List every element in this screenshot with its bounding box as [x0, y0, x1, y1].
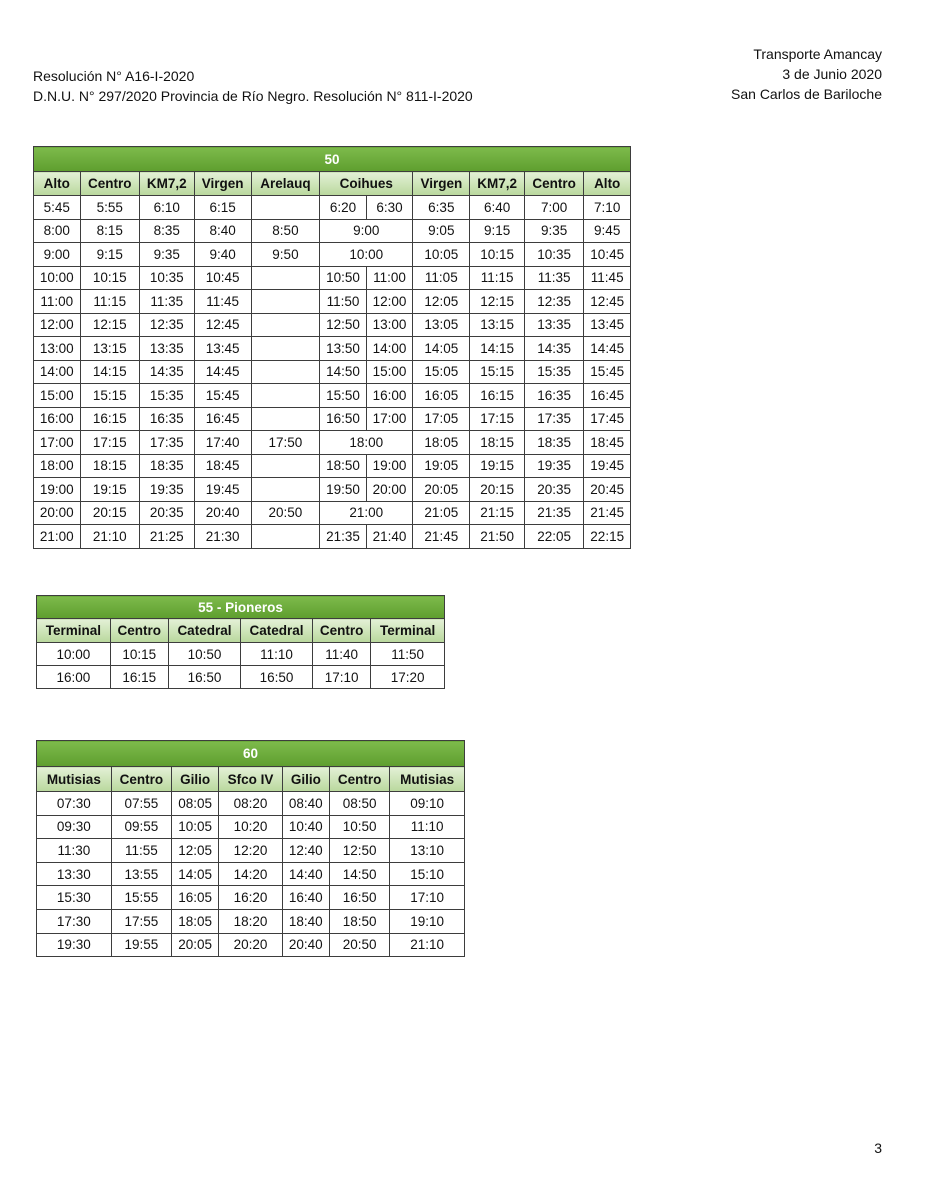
column-header: Virgen: [413, 172, 470, 196]
table-cell: 17:35: [140, 431, 195, 455]
table-cell: 15:45: [194, 384, 251, 408]
table-row: [34, 407, 631, 431]
table-cell: 20:35: [524, 478, 583, 502]
table-cell: 18:15: [470, 431, 525, 455]
table-cell: 12:35: [524, 290, 583, 314]
table-row: [34, 384, 631, 408]
table-cell: 14:00: [366, 337, 413, 361]
table-cell: 11:10: [240, 643, 312, 666]
column-header: KM7,2: [470, 172, 525, 196]
table-cell: 14:50: [329, 862, 389, 886]
table-cell: 15:35: [140, 384, 195, 408]
table-cell: 18:50: [329, 909, 389, 933]
table-cell: 11:35: [140, 290, 195, 314]
table-row: [37, 792, 465, 816]
table-cell: 18:05: [413, 431, 470, 455]
table-cell: 19:30: [37, 933, 112, 957]
table-cell: 12:40: [282, 839, 329, 863]
table-cell: 9:00: [320, 219, 413, 243]
table-cell: 11:50: [371, 643, 445, 666]
table-cell: 10:35: [140, 266, 195, 290]
table-cell: 10:15: [470, 243, 525, 267]
column-header: Gilio: [282, 767, 329, 792]
table-cell: 16:35: [140, 407, 195, 431]
table-cell: 9:05: [413, 219, 470, 243]
table-cell: 14:00: [34, 360, 81, 384]
table-cell: 10:35: [524, 243, 583, 267]
table-cell: 12:15: [470, 290, 525, 314]
table-row: [37, 886, 465, 910]
table-header-row: [34, 172, 631, 196]
table-cell: 11:10: [390, 815, 465, 839]
table-cell: 21:50: [470, 525, 525, 549]
table-row: [37, 666, 445, 689]
table-cell: 8:15: [80, 219, 139, 243]
table-cell: 13:50: [320, 337, 367, 361]
column-header: Catedral: [168, 619, 240, 643]
table-cell: 17:30: [37, 909, 112, 933]
table-cell: 12:45: [584, 290, 631, 314]
table-cell: 19:50: [320, 478, 367, 502]
table-cell: 10:45: [584, 243, 631, 267]
table-title: 50: [34, 147, 631, 172]
company-name: Transporte Amancay: [753, 46, 882, 62]
table-cell: 7:10: [584, 196, 631, 220]
table-cell: 16:15: [110, 666, 168, 689]
table-cell: 16:20: [219, 886, 282, 910]
table-cell: 21:40: [366, 525, 413, 549]
table-cell: 12:00: [366, 290, 413, 314]
table-cell: 12:05: [413, 290, 470, 314]
table-title-row: [37, 596, 445, 619]
table-cell: 20:50: [251, 501, 320, 525]
column-header: Virgen: [194, 172, 251, 196]
table-cell: 19:15: [470, 454, 525, 478]
column-header: Centro: [329, 767, 389, 792]
table-row: [34, 431, 631, 455]
table-cell: 17:10: [390, 886, 465, 910]
table-cell: [251, 384, 320, 408]
table-cell: 20:00: [34, 501, 81, 525]
table-cell: 15:00: [34, 384, 81, 408]
column-header: Centro: [111, 767, 171, 792]
table-cell: 09:55: [111, 815, 171, 839]
table-cell: 19:45: [194, 478, 251, 502]
table-cell: 16:40: [282, 886, 329, 910]
table-cell: 19:05: [413, 454, 470, 478]
table-cell: 6:35: [413, 196, 470, 220]
page-number: 3: [874, 1140, 882, 1156]
table-cell: 11:45: [584, 266, 631, 290]
table-cell: 15:00: [366, 360, 413, 384]
table-cell: 18:35: [524, 431, 583, 455]
table-cell: 21:15: [470, 501, 525, 525]
table-cell: 20:50: [329, 933, 389, 957]
table-cell: 7:00: [524, 196, 583, 220]
table-cell: 07:30: [37, 792, 112, 816]
table-cell: 5:55: [80, 196, 139, 220]
schedule-table-55: [36, 595, 445, 689]
table-cell: [251, 360, 320, 384]
table-cell: 14:45: [584, 337, 631, 361]
table-cell: 16:15: [470, 384, 525, 408]
table-cell: 21:00: [34, 525, 81, 549]
table-cell: 11:45: [194, 290, 251, 314]
table-cell: 9:35: [140, 243, 195, 267]
table-cell: [251, 337, 320, 361]
table-cell: [251, 525, 320, 549]
table-cell: 16:00: [37, 666, 111, 689]
table-cell: 9:15: [470, 219, 525, 243]
table-cell: 16:00: [34, 407, 81, 431]
table-cell: 18:05: [172, 909, 219, 933]
table-cell: 20:40: [282, 933, 329, 957]
table-cell: 10:00: [34, 266, 81, 290]
column-header: Mutisias: [37, 767, 112, 792]
table-cell: 19:55: [111, 933, 171, 957]
table-title: 55 - Pioneros: [37, 596, 445, 619]
table-cell: 08:20: [219, 792, 282, 816]
table-cell: 17:20: [371, 666, 445, 689]
table-cell: 19:45: [584, 454, 631, 478]
schedule-table-50: [33, 146, 631, 549]
table-cell: 15:15: [470, 360, 525, 384]
table-cell: 19:35: [524, 454, 583, 478]
table-row: [34, 525, 631, 549]
table-cell: 19:35: [140, 478, 195, 502]
table-cell: 18:20: [219, 909, 282, 933]
table-cell: 16:45: [584, 384, 631, 408]
table-cell: 6:15: [194, 196, 251, 220]
table-cell: 14:05: [172, 862, 219, 886]
table-cell: [251, 454, 320, 478]
table-cell: 12:15: [80, 313, 139, 337]
table-cell: 18:00: [320, 431, 413, 455]
table-cell: 18:40: [282, 909, 329, 933]
table-cell: 9:45: [584, 219, 631, 243]
table-cell: 9:15: [80, 243, 139, 267]
table-cell: 21:45: [413, 525, 470, 549]
column-header: Terminal: [37, 619, 111, 643]
column-header: Sfco IV: [219, 767, 282, 792]
table-cell: 10:50: [329, 815, 389, 839]
table-cell: 11:55: [111, 839, 171, 863]
table-cell: [251, 266, 320, 290]
table-cell: 22:15: [584, 525, 631, 549]
schedule-table-60: [36, 740, 465, 957]
table-cell: 10:00: [37, 643, 111, 666]
table-cell: 11:15: [80, 290, 139, 314]
table-cell: 6:40: [470, 196, 525, 220]
table-cell: 15:35: [524, 360, 583, 384]
table-cell: 07:55: [111, 792, 171, 816]
table-title-row: [37, 741, 465, 767]
table-cell: 13:15: [470, 313, 525, 337]
table-cell: 13:00: [366, 313, 413, 337]
table-cell: 20:40: [194, 501, 251, 525]
table-cell: 8:50: [251, 219, 320, 243]
resolution-line: Resolución N° A16-I-2020: [33, 68, 195, 84]
column-header: Centro: [80, 172, 139, 196]
table-cell: 14:45: [194, 360, 251, 384]
table-cell: 19:00: [366, 454, 413, 478]
table-cell: 13:10: [390, 839, 465, 863]
table-cell: 21:05: [413, 501, 470, 525]
table-cell: 11:05: [413, 266, 470, 290]
column-header: Catedral: [240, 619, 312, 643]
table-cell: 16:50: [320, 407, 367, 431]
table-cell: 21:35: [524, 501, 583, 525]
table-cell: 08:40: [282, 792, 329, 816]
table-cell: 21:00: [320, 501, 413, 525]
resolution-header: [33, 66, 473, 106]
table-cell: 10:50: [320, 266, 367, 290]
table-cell: 15:50: [320, 384, 367, 408]
dnu-line: D.N.U. N° 297/2020 Provincia de Río Negro. Resolución N° 811-I-2020: [33, 88, 473, 104]
table-cell: 9:35: [524, 219, 583, 243]
table-cell: 15:55: [111, 886, 171, 910]
company-header: [731, 44, 882, 104]
table-cell: 19:10: [390, 909, 465, 933]
table-row: [34, 454, 631, 478]
column-header: KM7,2: [140, 172, 195, 196]
table-cell: 6:10: [140, 196, 195, 220]
table-cell: 20:05: [172, 933, 219, 957]
column-header: Arelauq: [251, 172, 320, 196]
table-cell: 17:35: [524, 407, 583, 431]
table-cell: 08:05: [172, 792, 219, 816]
table-cell: 18:00: [34, 454, 81, 478]
table-cell: 15:05: [413, 360, 470, 384]
table-cell: 10:15: [110, 643, 168, 666]
city-name: San Carlos de Bariloche: [731, 86, 882, 102]
table-row: [34, 219, 631, 243]
table-cell: 13:45: [584, 313, 631, 337]
table-cell: 11:00: [366, 266, 413, 290]
table-cell: 16:50: [240, 666, 312, 689]
table-cell: 20:45: [584, 478, 631, 502]
table-cell: 21:10: [390, 933, 465, 957]
table-cell: 20:00: [366, 478, 413, 502]
table-row: [37, 643, 445, 666]
document-date: 3 de Junio 2020: [782, 66, 882, 82]
table-cell: 10:00: [320, 243, 413, 267]
table-cell: 08:50: [329, 792, 389, 816]
table-cell: [251, 313, 320, 337]
table-cell: 10:50: [168, 643, 240, 666]
table-cell: 11:40: [313, 643, 371, 666]
column-header: Alto: [34, 172, 81, 196]
table-cell: 13:35: [140, 337, 195, 361]
table-cell: 16:50: [329, 886, 389, 910]
table-cell: 14:15: [470, 337, 525, 361]
table-cell: [251, 290, 320, 314]
table-cell: 14:05: [413, 337, 470, 361]
table-cell: 15:15: [80, 384, 139, 408]
table-cell: 13:00: [34, 337, 81, 361]
table-cell: 09:10: [390, 792, 465, 816]
table-row: [34, 501, 631, 525]
table-cell: 12:05: [172, 839, 219, 863]
table-cell: 15:30: [37, 886, 112, 910]
table-row: [37, 933, 465, 957]
column-header: Centro: [110, 619, 168, 643]
table-cell: 9:50: [251, 243, 320, 267]
table-cell: 17:15: [470, 407, 525, 431]
table-cell: 16:50: [168, 666, 240, 689]
table-cell: 5:45: [34, 196, 81, 220]
column-header: Gilio: [172, 767, 219, 792]
column-header: Centro: [524, 172, 583, 196]
table-cell: 18:15: [80, 454, 139, 478]
table-cell: 17:50: [251, 431, 320, 455]
table-cell: 13:15: [80, 337, 139, 361]
table-cell: 16:45: [194, 407, 251, 431]
table-cell: 17:00: [366, 407, 413, 431]
table-cell: 8:40: [194, 219, 251, 243]
table-cell: 14:15: [80, 360, 139, 384]
table-cell: 18:45: [194, 454, 251, 478]
table-cell: 13:05: [413, 313, 470, 337]
table-cell: 21:25: [140, 525, 195, 549]
table-cell: 17:40: [194, 431, 251, 455]
table-cell: 12:35: [140, 313, 195, 337]
table-cell: 13:35: [524, 313, 583, 337]
table-cell: 8:00: [34, 219, 81, 243]
table-cell: 12:45: [194, 313, 251, 337]
table-row: [34, 313, 631, 337]
table-cell: 10:05: [172, 815, 219, 839]
table-cell: 19:00: [34, 478, 81, 502]
table-cell: 14:20: [219, 862, 282, 886]
table-title: 60: [37, 741, 465, 767]
table-cell: 20:15: [470, 478, 525, 502]
table-cell: 16:05: [172, 886, 219, 910]
table-cell: [251, 478, 320, 502]
table-cell: 16:05: [413, 384, 470, 408]
table-cell: 9:00: [34, 243, 81, 267]
table-cell: 09:30: [37, 815, 112, 839]
table-cell: 17:55: [111, 909, 171, 933]
table-cell: 11:35: [524, 266, 583, 290]
table-cell: 17:10: [313, 666, 371, 689]
table-row: [37, 815, 465, 839]
table-cell: [251, 196, 320, 220]
table-cell: 14:35: [140, 360, 195, 384]
table-cell: 18:35: [140, 454, 195, 478]
table-cell: 10:40: [282, 815, 329, 839]
table-cell: 10:45: [194, 266, 251, 290]
table-cell: 14:50: [320, 360, 367, 384]
column-header: Coihues: [320, 172, 413, 196]
table-cell: 11:50: [320, 290, 367, 314]
table-cell: 20:20: [219, 933, 282, 957]
table-cell: 16:00: [366, 384, 413, 408]
table-cell: 14:35: [524, 337, 583, 361]
table-row: [34, 290, 631, 314]
table-cell: 6:30: [366, 196, 413, 220]
table-cell: 13:30: [37, 862, 112, 886]
table-cell: 9:40: [194, 243, 251, 267]
table-cell: 16:15: [80, 407, 139, 431]
table-row: [37, 909, 465, 933]
table-header-row: [37, 619, 445, 643]
table-cell: 22:05: [524, 525, 583, 549]
table-cell: 10:15: [80, 266, 139, 290]
table-cell: 21:10: [80, 525, 139, 549]
table-cell: 18:50: [320, 454, 367, 478]
table-row: [34, 266, 631, 290]
table-cell: 10:05: [413, 243, 470, 267]
table-cell: 17:45: [584, 407, 631, 431]
table-cell: 12:50: [329, 839, 389, 863]
column-header: Alto: [584, 172, 631, 196]
table-row: [34, 337, 631, 361]
table-cell: 21:30: [194, 525, 251, 549]
table-header-row: [37, 767, 465, 792]
table-cell: 19:15: [80, 478, 139, 502]
table-row: [34, 478, 631, 502]
table-cell: 13:55: [111, 862, 171, 886]
column-header: Terminal: [371, 619, 445, 643]
table-row: [37, 839, 465, 863]
table-row: [34, 360, 631, 384]
table-cell: 15:45: [584, 360, 631, 384]
table-cell: 17:15: [80, 431, 139, 455]
table-cell: 6:20: [320, 196, 367, 220]
table-cell: 20:35: [140, 501, 195, 525]
table-cell: 17:05: [413, 407, 470, 431]
table-row: [37, 862, 465, 886]
table-cell: 14:40: [282, 862, 329, 886]
table-cell: 13:45: [194, 337, 251, 361]
table-cell: 18:45: [584, 431, 631, 455]
column-header: Centro: [313, 619, 371, 643]
table-cell: 12:20: [219, 839, 282, 863]
table-cell: 16:35: [524, 384, 583, 408]
table-cell: [251, 407, 320, 431]
table-title-row: [34, 147, 631, 172]
table-cell: 11:30: [37, 839, 112, 863]
table-cell: 17:00: [34, 431, 81, 455]
table-cell: 20:15: [80, 501, 139, 525]
column-header: Mutisias: [390, 767, 465, 792]
table-cell: 8:35: [140, 219, 195, 243]
table-cell: 12:50: [320, 313, 367, 337]
table-cell: 12:00: [34, 313, 81, 337]
table-cell: 11:00: [34, 290, 81, 314]
table-cell: 11:15: [470, 266, 525, 290]
table-cell: 20:05: [413, 478, 470, 502]
table-cell: 21:45: [584, 501, 631, 525]
table-row: [34, 196, 631, 220]
table-cell: 15:10: [390, 862, 465, 886]
table-cell: 10:20: [219, 815, 282, 839]
table-row: [34, 243, 631, 267]
table-cell: 21:35: [320, 525, 367, 549]
